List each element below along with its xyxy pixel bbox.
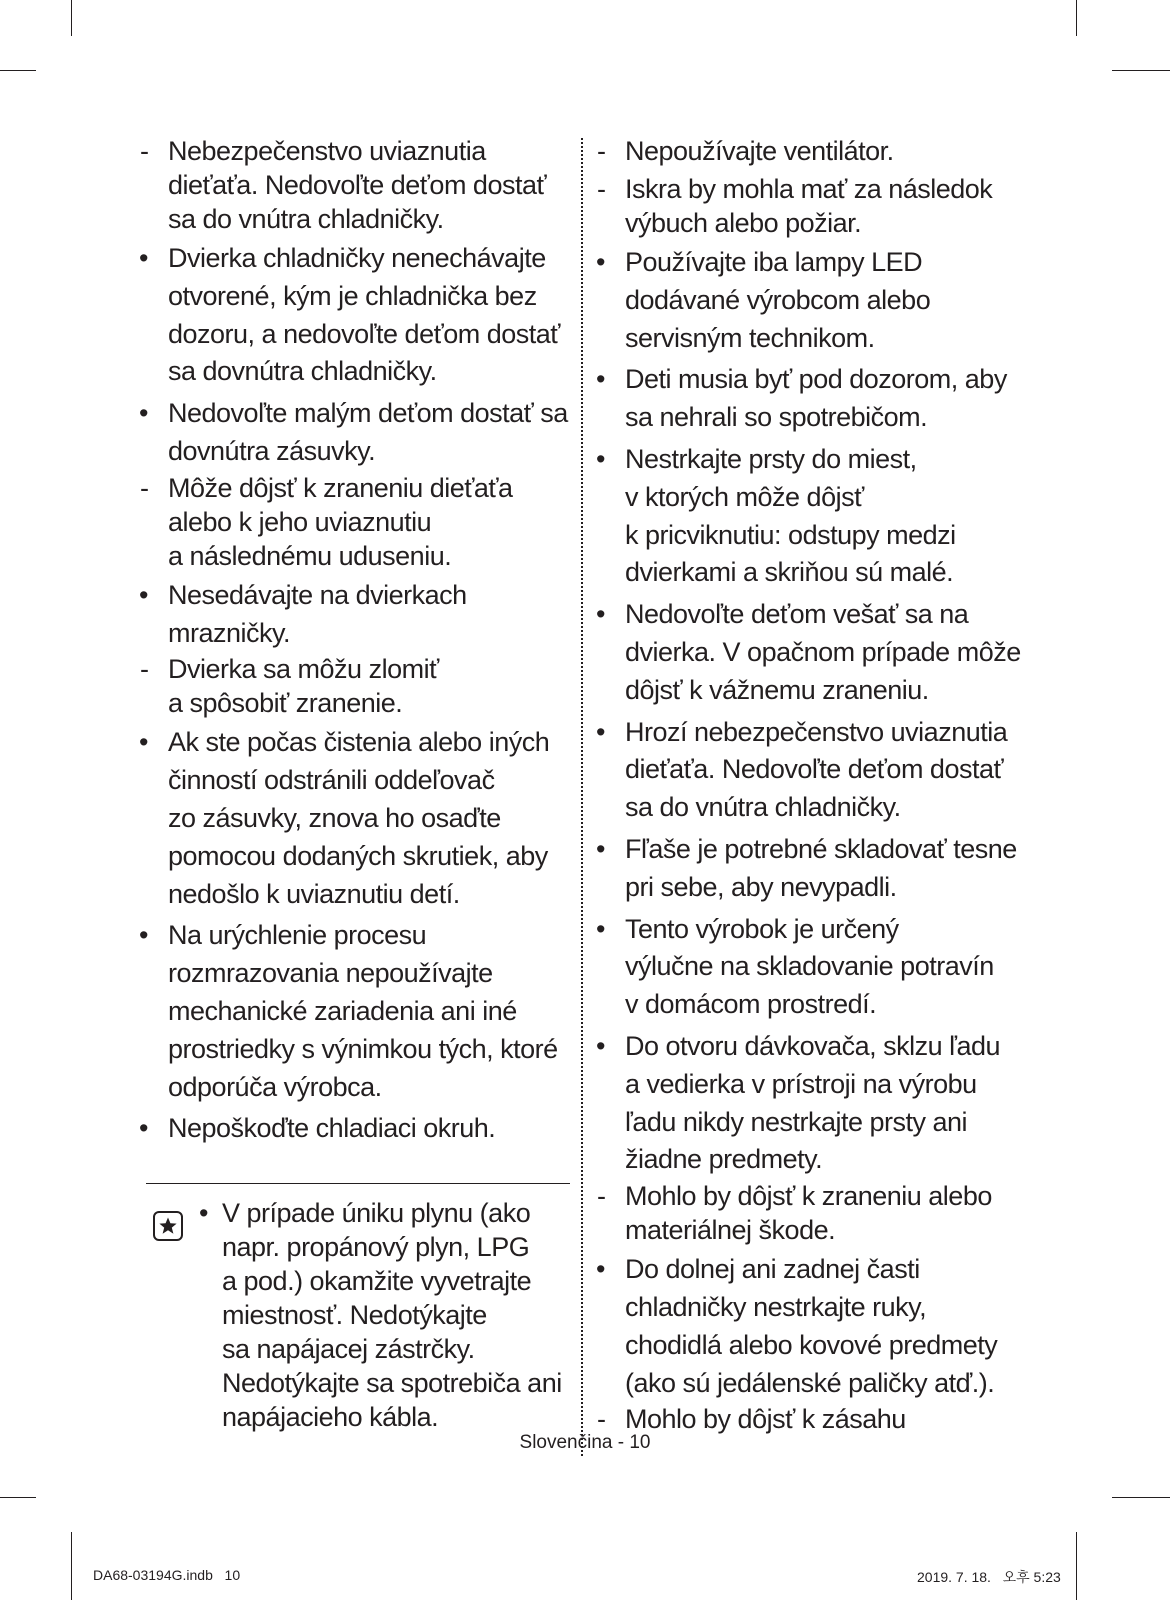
note-bullet: • <box>199 1198 208 1228</box>
item-text-line: Nepoužívajte ventilátor. <box>625 136 894 166</box>
dash-marker: - <box>597 1404 606 1435</box>
item-text-line: mechanické zariadenia ani iné <box>168 995 517 1026</box>
dash-marker: - <box>140 136 149 166</box>
list-item <box>137 395 577 471</box>
bullet-marker: • <box>596 443 605 474</box>
item-text-line: a vedierka v prístroji na výrobu <box>625 1068 977 1099</box>
item-text-line: činností odstránili oddeľovač <box>168 765 495 796</box>
item-text-line: k pricviknutiu: odstupy medzi <box>625 519 956 550</box>
crop-mark <box>1076 1532 1077 1600</box>
item-text-line: Dvierka chladničky nenechávajte <box>168 243 546 273</box>
item-text-line: Mohlo by dôjsť k zásahu <box>625 1404 906 1435</box>
item-text-line: Na urýchlenie procesu <box>168 920 427 951</box>
item-text-line: a následnému uduseniu. <box>168 540 452 571</box>
list-item <box>594 1251 1044 1402</box>
item-text-line: prostriedky s výnimkou tých, ktoré <box>168 1033 558 1064</box>
bullet-marker: • <box>596 913 605 944</box>
note-separator <box>146 1183 570 1184</box>
item-text-line: v domácom prostredí. <box>625 989 877 1020</box>
item-text-line: servisným technikom. <box>625 322 875 353</box>
item-text-line: dovnútra zásuvky. <box>168 435 376 466</box>
crop-mark <box>71 0 72 36</box>
list-item <box>594 1179 1044 1247</box>
item-text-line: dieťaťa. Nedovoľte deťom dostať <box>168 170 547 200</box>
crop-mark <box>0 70 36 71</box>
item-text-line: pri sebe, aby nevypadli. <box>625 871 897 902</box>
list-item <box>137 917 577 1106</box>
item-text-line: alebo k jeho uviaznutiu <box>168 506 432 537</box>
dash-marker: - <box>597 174 606 204</box>
list-item <box>594 361 1044 437</box>
item-text-line: sa do vnútra chladničky. <box>625 792 901 823</box>
note-text-line: sa napájacej zástrčky. <box>222 1334 475 1364</box>
note-text-line: V prípade úniku plynu (ako <box>222 1198 531 1228</box>
item-text-line: (ako sú jedálenské paličky atď.). <box>625 1367 995 1398</box>
list-item <box>137 134 577 236</box>
item-text-line: Tento výrobok je určený <box>625 913 899 944</box>
bullet-marker: • <box>139 920 148 951</box>
crop-mark <box>1112 70 1170 71</box>
bullet-marker: • <box>596 716 605 747</box>
dash-marker: - <box>597 136 606 166</box>
item-text-line: Nepoškoďte chladiaci okruh. <box>168 1113 496 1144</box>
list-item <box>594 172 1044 240</box>
list-item <box>137 1110 577 1148</box>
item-text-line: Používajte iba lampy LED <box>625 247 923 277</box>
dash-marker: - <box>140 654 149 685</box>
item-text-line: Nedovoľte malým deťom dostať sa <box>168 398 568 429</box>
item-text-line: Mohlo by dôjsť k zraneniu alebo <box>625 1181 992 1212</box>
list-item <box>594 911 1044 1024</box>
list-item <box>137 240 577 391</box>
item-text-line: výlučne na skladovanie potravín <box>625 951 994 982</box>
bullet-marker: • <box>139 243 148 273</box>
item-text-line: Nebezpečenstvo uviaznutia <box>168 136 486 166</box>
item-text-line: Fľaše je potrebné skladovať tesne <box>625 833 1017 864</box>
list-item <box>137 471 577 573</box>
bullet-marker: • <box>596 247 605 277</box>
item-text-line: Nesedávajte na dvierkach <box>168 579 467 610</box>
bullet-marker: • <box>596 599 605 630</box>
note-text-line: a pod.) okamžite vyvetrajte <box>222 1266 532 1296</box>
list-item <box>594 134 1044 168</box>
item-text-line: sa do vnútra chladničky. <box>168 204 444 234</box>
item-text-line: dôjsť k vážnemu zraneniu. <box>625 674 929 705</box>
item-text-line: nedošlo k uviaznutiu detí. <box>168 878 460 909</box>
item-text-line: sa nehrali so spotrebičom. <box>625 402 928 433</box>
list-item <box>594 714 1044 827</box>
item-text-line: v ktorých môže dôjsť <box>625 481 864 512</box>
item-text-line: žiadne predmety. <box>625 1144 823 1175</box>
bullet-marker: • <box>139 1113 148 1144</box>
bullet-marker: • <box>596 833 605 864</box>
item-text-line: zo zásuvky, znova ho osaďte <box>168 802 501 833</box>
list-item <box>137 724 577 913</box>
item-text-line: Môže dôjsť k zraneniu dieťaťa <box>168 472 513 503</box>
bullet-marker: • <box>596 364 605 395</box>
crop-mark <box>1112 1497 1170 1498</box>
item-text-line: sa dovnútra chladničky. <box>168 356 437 387</box>
item-text-line: Iskra by mohla mať za následok <box>625 174 993 204</box>
note-text-line: napájacieho kábla. <box>222 1402 439 1432</box>
item-text-line: Do otvoru dávkovača, sklzu ľadu <box>625 1030 1001 1061</box>
note-text-line: miestnosť. Nedotýkajte <box>222 1300 487 1330</box>
list-item <box>137 652 577 720</box>
footer-file: DA68-03194G.indb 10 <box>93 1567 241 1583</box>
item-text-line: mrazničky. <box>168 617 291 648</box>
footer-timestamp: 2019. 7. 18. 오후 5:23 <box>917 1569 1061 1585</box>
crop-mark <box>1076 0 1077 36</box>
bullet-marker: • <box>596 1254 605 1285</box>
bullet-marker: • <box>596 1030 605 1061</box>
item-text-line: dvierkami a skriňou sú malé. <box>625 557 954 588</box>
item-text-line: materiálnej škode. <box>625 1215 836 1246</box>
item-text-line: Ak ste počas čistenia alebo iných <box>168 727 550 758</box>
item-text-line: chodidlá alebo kovové predmety <box>625 1329 998 1360</box>
bullet-marker: • <box>139 727 148 758</box>
item-text-line: Nestrkajte prsty do miest, <box>625 443 917 474</box>
item-text-line: otvorené, kým je chladnička bez <box>168 280 537 311</box>
item-text-line: výbuch alebo požiar. <box>625 208 862 238</box>
list-item <box>594 441 1044 592</box>
note-text-line: napr. propánový plyn, LPG <box>222 1232 530 1262</box>
item-text-line: dozoru, a nedovoľte deťom dostať <box>168 318 560 349</box>
item-text-line: dieťaťa. Nedovoľte deťom dostať <box>625 754 1004 785</box>
bullet-marker: • <box>139 398 148 429</box>
item-text-line: Do dolnej ani zadnej časti <box>625 1254 920 1285</box>
note-text-line: Nedotýkajte sa spotrebiča ani <box>222 1368 562 1398</box>
page-number: Slovenčina - 10 <box>519 1432 651 1453</box>
item-text-line: chladničky nestrkajte ruky, <box>625 1291 927 1322</box>
item-text-line: Nedovoľte deťom vešať sa na <box>625 599 969 630</box>
note-text <box>222 1196 562 1434</box>
list-item <box>594 596 1044 709</box>
dash-marker: - <box>140 472 149 503</box>
dash-marker: - <box>597 1181 606 1212</box>
item-text-line: odporúča výrobca. <box>168 1071 382 1102</box>
crop-mark <box>0 1497 36 1498</box>
right-column <box>594 138 1044 1440</box>
list-item <box>137 577 577 653</box>
column-divider <box>581 138 583 1456</box>
item-text-line: pomocou dodaných skrutiek, aby <box>168 840 548 871</box>
list-item <box>594 1028 1044 1179</box>
item-text-line: a spôsobiť zranenie. <box>168 688 403 719</box>
star-note-icon <box>153 1211 183 1241</box>
list-item <box>594 244 1044 357</box>
left-column <box>137 138 577 1152</box>
item-text-line: Dvierka sa môžu zlomiť <box>168 654 439 685</box>
item-text-line: ľadu nikdy nestrkajte prsty ani <box>625 1106 968 1137</box>
item-text-line: rozmrazovania nepoužívajte <box>168 958 493 989</box>
bullet-marker: • <box>139 579 148 610</box>
item-text-line: dvierka. V opačnom prípade môže <box>625 636 1021 667</box>
item-text-line: dodávané výrobcom alebo <box>625 284 931 315</box>
list-item <box>594 831 1044 907</box>
item-text-line: Hrozí nebezpečenstvo uviaznutia <box>625 716 1008 747</box>
item-text-line: Deti musia byť pod dozorom, aby <box>625 364 1007 395</box>
crop-mark <box>71 1532 72 1600</box>
